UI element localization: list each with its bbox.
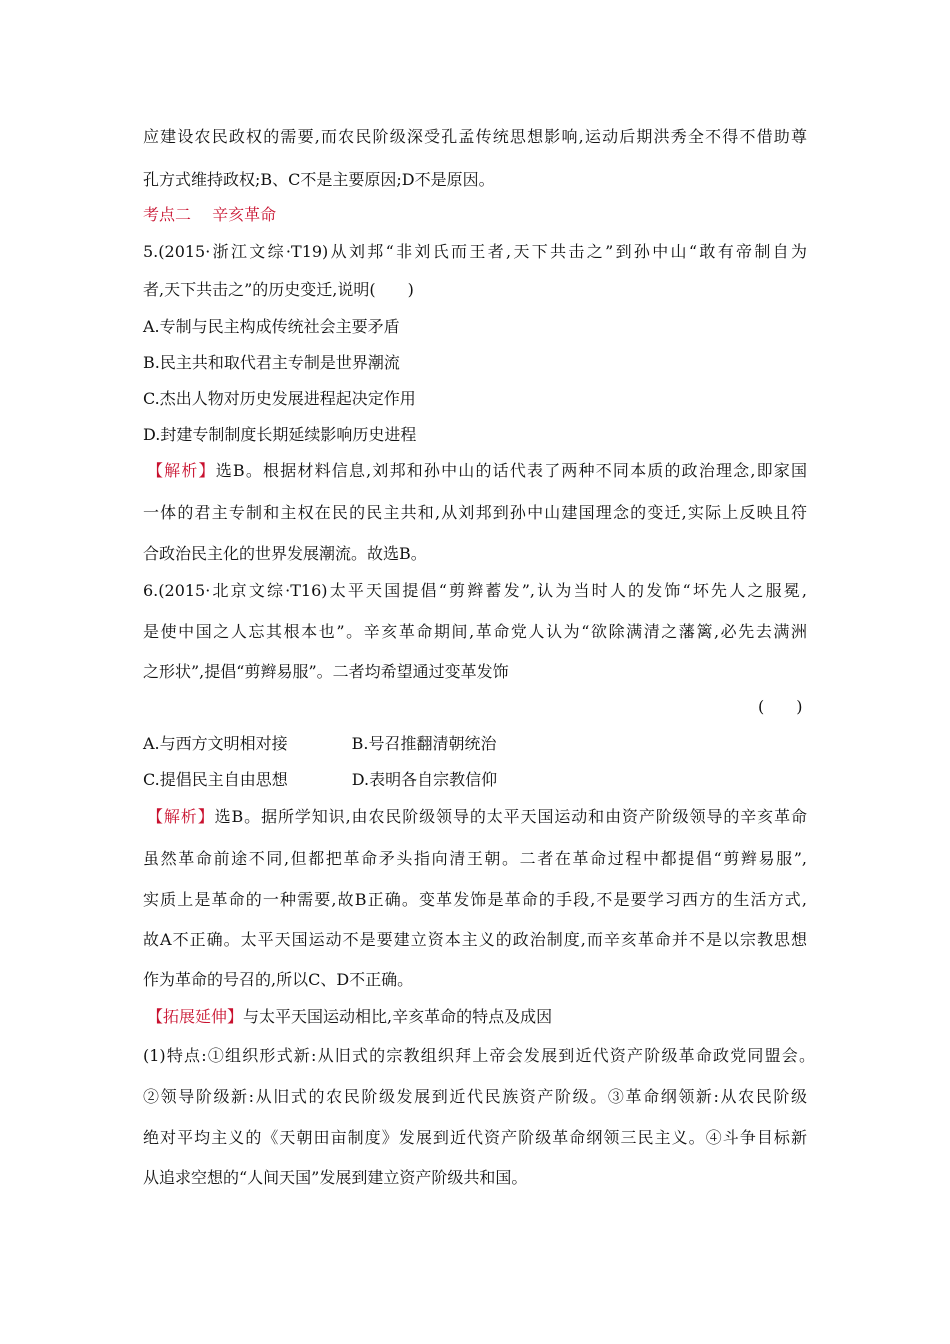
text-line: 绝对平均主义的《天朝田亩制度》发展到近代资产阶级革命纲领三民主义。④斗争目标新 [143,1128,807,1147]
text-line: (1)特点:①组织形式新:从旧式的宗教组织拜上帝会发展到近代资产阶级革命政党同盟会。 [143,1046,815,1065]
question-6-stem: 6.(2015·北京文综·T16)太平天国提倡“剪辫蓄发”,认为当时人的发饰“坏先人之服冕, [143,581,807,600]
question-6-stem: 之形状”,提倡“剪辫易服”。二者均希望通过变革发饰 [143,662,509,681]
analysis-text: 选B。根据材料信息,刘邦和孙中山的话代表了两种不同本质的政治理念,即家国 [215,461,807,480]
text-line: 孔方式维持政权;B、C不是主要原因;D不是原因。 [143,170,495,189]
analysis-text: 选B。据所学知识,由农民阶级领导的太平天国运动和由资产阶级领导的辛亥革命 [214,807,807,826]
section-heading: 考点二 辛亥革命 [143,205,277,224]
extension-paragraph [147,1007,552,1027]
question-5-stem: 者,天下共击之”的历史变迁,说明( ) [143,280,414,299]
analysis-paragraph [147,461,807,481]
answer-blank: ( ) [758,697,803,716]
text-line: 合政治民主化的世界发展潮流。故选B。 [143,544,427,563]
analysis-tag: 【解析】 [147,807,215,826]
question-5-option-b: B.民主共和取代君主专制是世界潮流 [143,353,400,372]
analysis-tag: 【解析】 [147,461,216,480]
question-6-stem: 是使中国之人忘其根本也”。辛亥革命期间,革命党人认为“欲除满清之藩篱,必先去满洲 [143,622,807,641]
text-line: 故A不正确。太平天国运动不是要建立资本主义的政治制度,而辛亥革命并不是以宗教思想 [143,930,807,949]
text-line: 应建设农民政权的需要,而农民阶级深受孔孟传统思想影响,运动后期洪秀全不得不借助尊 [143,127,807,146]
question-5-option-d: D.封建专制制度长期延续影响历史进程 [143,425,417,444]
analysis-paragraph [147,807,807,827]
extension-tag: 【拓展延伸】 [147,1007,244,1026]
text-line: 一体的君主专制和主权在民的民主共和,从刘邦到孙中山建国理念的变迁,实际上反映且符 [143,503,807,522]
text-line: 实质上是革命的一种需要,故B正确。变革发饰是革命的手段,不是要学习西方的生活方式, [143,890,807,909]
text-line: 从追求空想的“人间天国”发展到建立资产阶级共和国。 [143,1168,528,1187]
question-5-option-a: A.专制与民主构成传统社会主要矛盾 [143,317,400,336]
question-6-options-ab: A.与西方文明相对接 B.号召推翻清朝统治 [143,734,497,753]
extension-text: 与太平天国运动相比,辛亥革命的特点及成因 [243,1007,553,1026]
question-5-stem: 5.(2015·浙江文综·T19)从刘邦“非刘氏而王者,天下共击之”到孙中山“敢有帝制自为 [143,242,807,261]
question-6-options-cd: C.提倡民主自由思想 D.表明各自宗教信仰 [143,770,498,789]
text-line: ②领导阶级新:从旧式的农民阶级发展到近代民族资产阶级。③革命纲领新:从农民阶级 [143,1087,807,1106]
question-5-option-c: C.杰出人物对历史发展进程起决定作用 [143,389,416,408]
text-line: 虽然革命前途不同,但都把革命矛头指向清王朝。二者在革命过程中都提倡“剪辫易服”, [143,849,807,868]
text-line: 作为革命的号召的,所以C、D不正确。 [143,970,414,989]
